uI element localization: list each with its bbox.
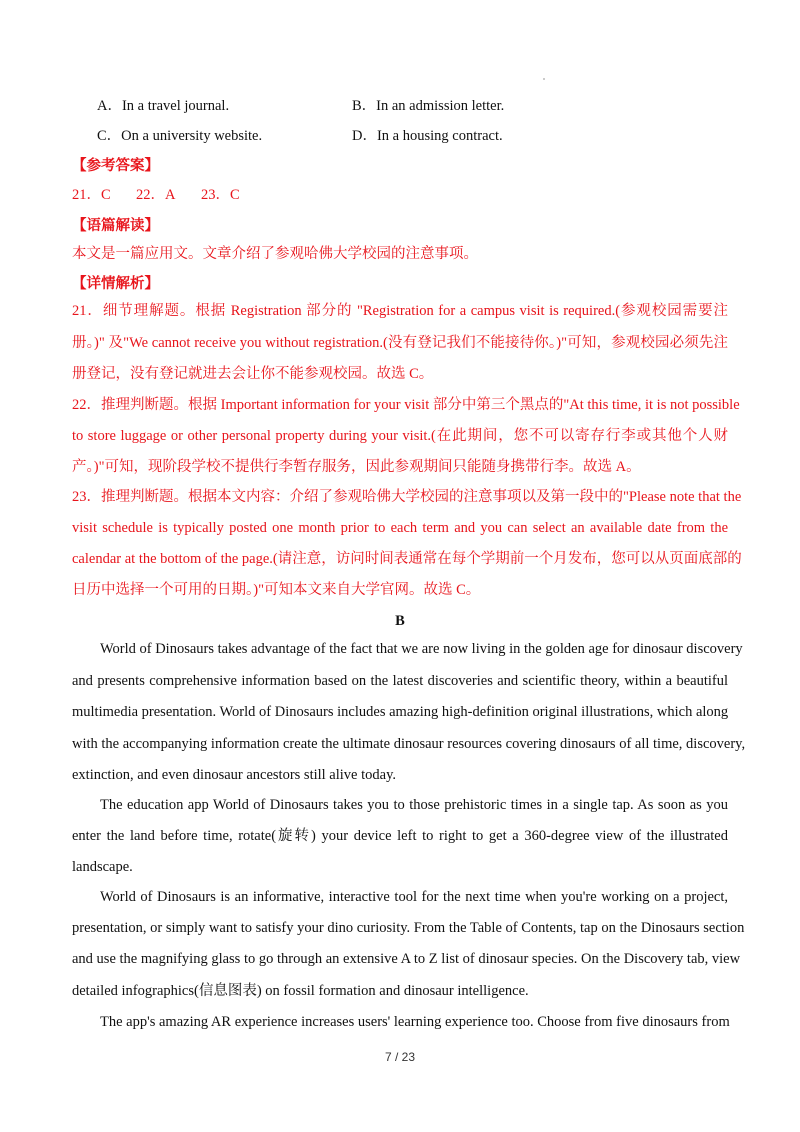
answer-21: 21．C <box>72 187 111 203</box>
analysis-line: 册。)" 及"We cannot receive you without registration.(没有登记我们不能接待你。)"可知，参观校园必须先注 <box>72 335 728 351</box>
option-d: D．In a housing contract. <box>352 128 503 144</box>
analysis-line: 23．推理判断题。根据本文内容：介绍了参观哈佛大学校园的注意事项以及第一段中的"Please note that the <box>72 489 742 505</box>
passage-line: and use the magnifying glass to go through an extensive A to Z list of dinosaur species. On the Discovery tab, view <box>72 951 741 967</box>
passage-line: The app's amazing AR experience increases users' learning experience too. Choose from five dinosaurs from <box>100 1014 730 1030</box>
passage-line: extinction, and even dinosaur ancestors still alive today. <box>72 767 397 783</box>
text-analysis-text: 本文是一篇应用文。文章介绍了参观哈佛大学校园的注意事项。 <box>72 246 478 262</box>
answer-22: 22．A <box>136 187 176 203</box>
passage-line: World of Dinosaurs is an informative, interactive tool for the next time when you're working on a project, <box>100 889 728 905</box>
analysis-line: 21．细节理解题。根据 Registration 部分的 "Registration for a campus visit is required.(参观校园需要注 <box>72 303 728 319</box>
option-c: C．On a university website. <box>97 128 263 144</box>
passage-line: and presents comprehensive information based on the latest discoveries and scientific theory, within a beautiful <box>72 673 728 689</box>
analysis-line: to store luggage or other personal property during your visit.(在此期间，您不可以寄存行李或其他个人财 <box>72 428 728 444</box>
answer-23: 23．C <box>201 187 240 203</box>
passage-line: multimedia presentation. World of Dinosaurs includes amazing high-definition original illustrations, which along <box>72 704 729 720</box>
page-number: 7 / 23 <box>384 1050 416 1064</box>
passage-line: The education app World of Dinosaurs takes you to those prehistoric times in a single tap. As soon as you <box>100 797 728 813</box>
detailed-analysis-heading: 【详情解析】 <box>72 276 159 292</box>
passage-line: landscape. <box>72 859 133 875</box>
analysis-line: visit schedule is typically posted one month prior to each term and you can select an available date from the <box>72 520 728 536</box>
analysis-line: 22．推理判断题。根据 Important information for your visit 部分中第三个黑点的"At this time, it is not possible <box>72 397 740 413</box>
option-b: B．In an admission letter. <box>352 98 505 114</box>
analysis-line: 日历中选择一个可用的日期。)"可知本文来自大学官网。故选 C。 <box>72 582 481 598</box>
section-b-label: B <box>395 613 405 629</box>
passage-line: detailed infographics(信息图表) on fossil formation and dinosaur intelligence. <box>72 983 529 999</box>
answer-key-list <box>72 185 240 205</box>
passage-line: presentation, or simply want to satisfy your dino curiosity. From the Table of Contents, tap on the Dinosaurs section <box>72 920 745 936</box>
option-a: A．In a travel journal. <box>97 98 230 114</box>
analysis-line: 产。)"可知，现阶段学校不提供行李暂存服务，因此参观期间只能随身携带行李。故选 A。 <box>72 459 641 475</box>
passage-line: with the accompanying information create the ultimate dinosaur resources covering dinosaurs of all time, discovery, <box>72 736 746 752</box>
passage-line: enter the land before time, rotate(旋转) your device left to right to get a 360-degree view of the illustrated <box>72 828 728 844</box>
decorative-dot <box>543 78 545 80</box>
analysis-line: 册登记，没有登记就进去会让你不能参观校园。故选 C。 <box>72 366 434 382</box>
analysis-line: calendar at the bottom of the page.(请注意，访问时间表通常在每个学期前一个月发布，您可以从页面底部的 <box>72 551 742 567</box>
answer-key-heading: 【参考答案】 <box>72 158 159 174</box>
passage-line: World of Dinosaurs takes advantage of the fact that we are now living in the golden age for dinosaur discovery <box>100 641 743 657</box>
text-analysis-heading: 【语篇解读】 <box>72 218 159 234</box>
